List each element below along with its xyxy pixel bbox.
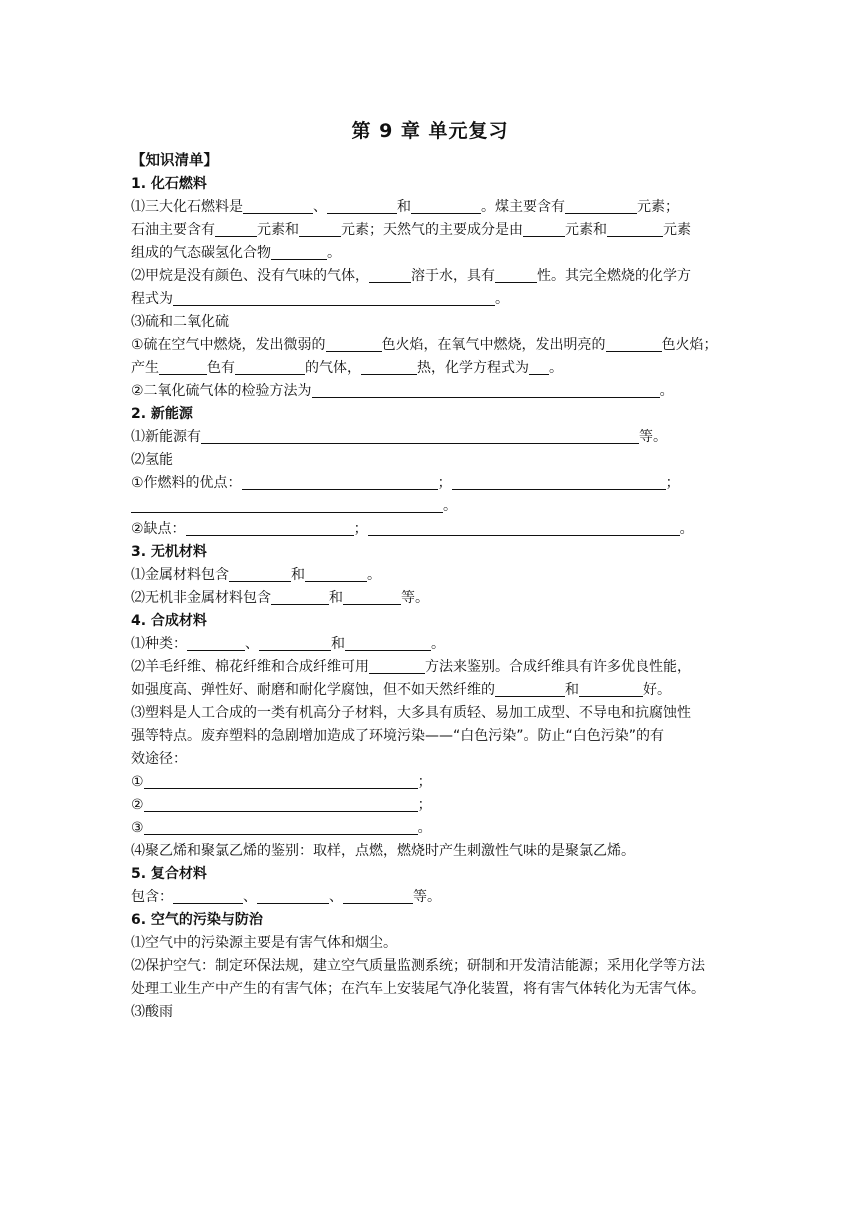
blank[interactable] — [144, 819, 418, 835]
blank[interactable] — [327, 198, 397, 214]
text-line: ⑴空气中的污染源主要是有害气体和烟尘。 — [131, 935, 397, 951]
knowledge-header: 【知识清单】 — [131, 153, 218, 169]
blank[interactable] — [312, 382, 660, 398]
blank[interactable] — [242, 474, 438, 490]
text-line: ②二氧化硫气体的检验方法为 。 — [131, 383, 674, 399]
text-line: 包含： 、 、 等。 — [131, 889, 441, 905]
section-heading-air-pollution: 6. 空气的污染与防治 — [131, 912, 263, 928]
blank[interactable] — [144, 773, 418, 789]
blank[interactable] — [495, 267, 537, 283]
section-heading-new-energy: 2. 新能源 — [131, 406, 193, 422]
page-title: 第 9 章 单元复习 — [351, 120, 509, 142]
blank[interactable] — [173, 888, 243, 904]
text-line: ①作燃料的优点： ； ； — [131, 475, 680, 491]
blank[interactable] — [215, 221, 257, 237]
text-line: 强等特点。废弃塑料的急剧增加造成了环境污染——“白色污染”。防止“白色污染”的有 — [131, 728, 665, 744]
blank[interactable] — [606, 336, 662, 352]
blank[interactable] — [343, 589, 401, 605]
blank[interactable] — [271, 589, 329, 605]
text-line: ⑴种类： 、 和 。 — [131, 636, 445, 652]
blank[interactable] — [343, 888, 413, 904]
text-line: 处理工业生产中产生的有害气体；在汽车上安装尾气净化装置，将有害气体转化为无害气体。 — [131, 981, 705, 997]
section-heading-synthetic-materials: 4. 合成材料 — [131, 613, 207, 629]
text-line: ⑵氢能 — [131, 452, 173, 468]
text-line: ⑵无机非金属材料包含 和 等。 — [131, 590, 429, 606]
blank[interactable] — [345, 635, 431, 651]
text-line: 如强度高、弹性好、耐磨和耐化学腐蚀，但不如天然纤维的 和 好。 — [131, 682, 671, 698]
blank[interactable] — [271, 244, 327, 260]
text-line: 。 — [131, 495, 731, 518]
blank[interactable] — [259, 635, 331, 651]
blank[interactable] — [369, 658, 425, 674]
blank[interactable] — [131, 497, 443, 513]
blank[interactable] — [368, 520, 680, 536]
blank[interactable] — [495, 681, 565, 697]
text-line: ② ； — [131, 797, 432, 813]
text-line: ⑶塑料是人工合成的一类有机高分子材料，大多具有质轻、易加工成型、不导电和抗腐蚀性 — [131, 705, 691, 721]
document-body — [131, 150, 731, 1024]
blank[interactable] — [361, 359, 417, 375]
text-line: ⑴金属材料包含 和 。 — [131, 567, 381, 583]
blank[interactable] — [452, 474, 666, 490]
blank[interactable] — [299, 221, 341, 237]
blank[interactable] — [369, 267, 411, 283]
text-line: ③ 。 — [131, 820, 432, 836]
blank[interactable] — [529, 359, 549, 375]
text-line: ① ； — [131, 774, 432, 790]
text-line: 效途径： — [131, 751, 187, 767]
section-heading-composite-materials: 5. 复合材料 — [131, 866, 207, 882]
section-heading-inorganic-materials: 3. 无机材料 — [131, 544, 207, 560]
blank[interactable] — [243, 198, 313, 214]
blank[interactable] — [579, 681, 643, 697]
blank[interactable] — [411, 198, 481, 214]
blank[interactable] — [201, 428, 639, 444]
blank[interactable] — [229, 566, 291, 582]
text-line: 产生 色有 的气体， 热，化学方程式为 。 — [131, 360, 563, 376]
text-line: ⑵保护空气：制定环保法规，建立空气质量监测系统；研制和开发清洁能源；采用化学等方法 — [131, 958, 705, 974]
text-line: ①硫在空气中燃烧，发出微弱的 色火焰，在氧气中燃烧，发出明亮的 色火焰； — [131, 337, 718, 353]
text-line: ⑷聚乙烯和聚氯乙烯的鉴别：取样，点燃，燃烧时产生刺激性气味的是聚氯乙烯。 — [131, 843, 635, 859]
blank[interactable] — [187, 635, 245, 651]
text-line: ⑶硫和二氧化硫 — [131, 314, 229, 330]
blank[interactable] — [607, 221, 663, 237]
blank[interactable] — [523, 221, 565, 237]
blank[interactable] — [305, 566, 367, 582]
text-line: ⑵羊毛纤维、棉花纤维和合成纤维可用 方法来鉴别。合成纤维具有许多优良性能， — [131, 659, 691, 675]
text-line: 程式为 。 — [131, 291, 509, 307]
text-line: 石油主要含有 元素和 元素；天然气的主要成分是由 元素和 元素 — [131, 222, 691, 238]
section-heading-fossil-fuels: 1. 化石燃料 — [131, 176, 207, 192]
text-line: 组成的气态碳氢化合物 。 — [131, 245, 341, 261]
blank[interactable] — [159, 359, 207, 375]
text-line: ②缺点： ； 。 — [131, 521, 694, 537]
blank[interactable] — [235, 359, 305, 375]
blank[interactable] — [257, 888, 329, 904]
blank[interactable] — [326, 336, 382, 352]
text-line: ⑴新能源有 等。 — [131, 429, 667, 445]
text-line: ⑵甲烷是没有颜色、没有气味的气体， 溶于水，具有 性。其完全燃烧的化学方 — [131, 268, 691, 284]
text-line: ⑶酸雨 — [131, 1004, 173, 1020]
blank[interactable] — [173, 290, 495, 306]
blank[interactable] — [565, 198, 637, 214]
text-line: ⑴三大化石燃料是 、 和 。煤主要含有 元素； — [131, 199, 679, 215]
blank[interactable] — [186, 520, 354, 536]
blank[interactable] — [144, 796, 418, 812]
